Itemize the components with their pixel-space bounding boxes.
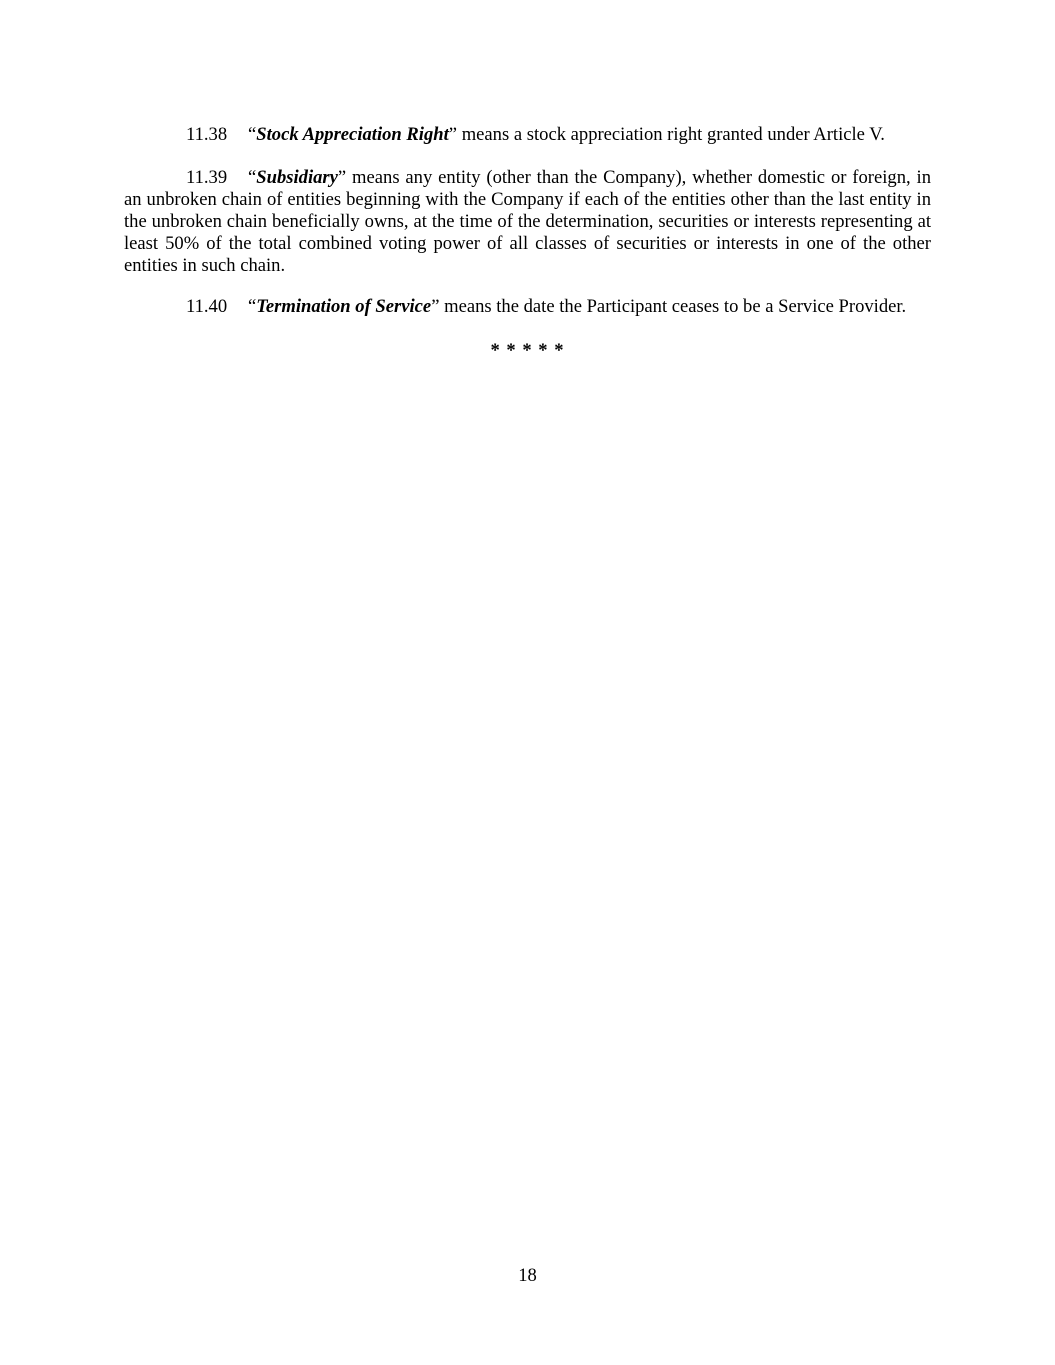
close-quote: ” (337, 167, 347, 188)
definition-text: means any entity (other than the Company), whether domestic or foreign, in an unbroken chain of entities beginning with the Company if each of the entities other than the last entity in the unbroken chain beneficially owns, at the time of the determination, securities or interests representing at least 50% of the total combined voting power of all classes of securities or interests in one of the other entities in such chain. (124, 167, 931, 276)
open-quote: “ (248, 167, 257, 188)
close-quote: ” (431, 296, 440, 317)
defined-term: Subsidiary (256, 167, 338, 188)
section-number: 11.38 (186, 124, 228, 145)
defined-term: Termination of Service (256, 296, 432, 317)
defined-term: Stock Appreciation Right (256, 124, 449, 145)
section-number: 11.40 (186, 296, 228, 317)
page-number: 18 (518, 1265, 537, 1286)
open-quote: “ (248, 124, 257, 145)
definition-text: means a stock appreciation right granted under Article V. (457, 124, 885, 145)
open-quote: “ (248, 296, 257, 317)
definition-11-38 (124, 124, 931, 146)
definition-text: means the date the Participant ceases to be a Service Provider. (439, 296, 907, 317)
close-quote: ” (448, 124, 458, 145)
section-number: 11.39 (186, 167, 228, 188)
definition-11-39 (124, 167, 931, 277)
definition-11-40 (124, 296, 931, 318)
end-separator: * * * * * (490, 340, 565, 361)
